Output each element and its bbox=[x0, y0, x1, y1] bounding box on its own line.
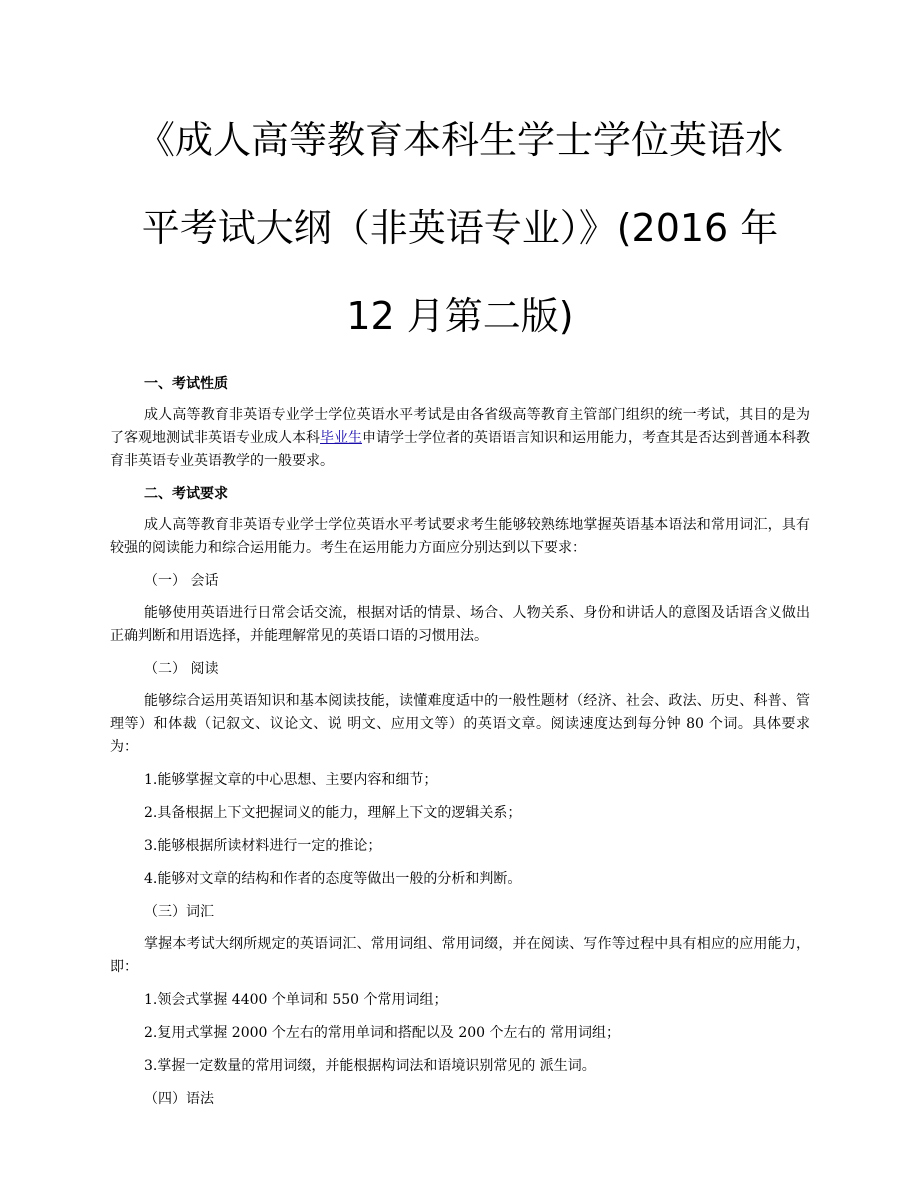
exam-nature-text-end: 申请学士学位者的英语语言知识和运用能力，考查其是否达到普通本科教育非英语专业英语教学的一般要求。 bbox=[110, 430, 810, 469]
vocabulary-requirement-1: 1.领会式掌握 4400 个单词和 550 个常用词组； bbox=[144, 992, 448, 1008]
reading-requirement-4: 4.能够对文章的结构和作者的态度等做出一般的分析和判断。 bbox=[144, 871, 522, 887]
exam-nature-text-start: 成人高等教育非英语专业学士学位英语水平考试是由各省级高等教育主管部门组织的统一考试，其目的是为了客观地测试非英语专业成人本科 bbox=[110, 407, 810, 446]
section-heading-exam-requirements: 二、考试要求 bbox=[144, 486, 228, 502]
section-heading-exam-nature: 一、考试性质 bbox=[144, 376, 228, 392]
document-title bbox=[60, 96, 860, 360]
reading-requirement-2: 2.具备根据上下文把握词义的能力，理解上下文的逻辑关系； bbox=[144, 805, 522, 821]
exam-nature-paragraph bbox=[110, 404, 810, 473]
conversation-paragraph: 能够使用英语进行日常会话交流，根据对话的情景、场合、人物关系、身份和讲话人的意图及话语含义做出正确判断和用语选择，并能理解常见的英语口语的习惯用法。 bbox=[110, 605, 810, 644]
subsection-heading-vocabulary: （三）词汇 bbox=[144, 904, 214, 920]
subsection-heading-reading: （二） 阅读 bbox=[144, 661, 219, 677]
subsection-heading-grammar: （四）语法 bbox=[144, 1091, 214, 1107]
title-line-3: 12 月第二版) bbox=[346, 294, 574, 338]
title-line-2: 平考试大纲（非英语专业）》(2016 年 bbox=[141, 206, 779, 250]
reading-requirement-1: 1.能够掌握文章的中心思想、主要内容和细节； bbox=[144, 772, 438, 788]
subsection-heading-conversation: （一） 会话 bbox=[144, 573, 219, 589]
graduate-link[interactable]: 毕业生 bbox=[320, 430, 362, 446]
reading-paragraph: 能够综合运用英语知识和基本阅读技能，读懂难度适中的一般性题材（经济、社会、政法、历史、科普、管理等）和体裁（记叙文、议论文、说 明文、应用文等）的英语文章。阅读速度达到每分钟 80 个词。具体要求为： bbox=[110, 693, 810, 755]
title-line-1: 《成人高等教育本科生学士学位英语水 bbox=[136, 118, 783, 162]
exam-requirements-paragraph: 成人高等教育非英语专业学士学位英语水平考试要求考生能够较熟练地掌握英语基本语法和常用词汇，具有较强的阅读能力和综合运用能力。考生在运用能力方面应分别达到以下要求： bbox=[110, 517, 810, 556]
document-body bbox=[110, 372, 810, 1111]
vocabulary-paragraph: 掌握本考试大纲所规定的英语词汇、常用词组、常用词缀，并在阅读、写作等过程中具有相应的应用能力，即： bbox=[110, 936, 810, 975]
vocabulary-requirement-3: 3.掌握一定数量的常用词缀，并能根据构词法和语境识别常见的 派生词。 bbox=[144, 1058, 596, 1074]
vocabulary-requirement-2: 2.复用式掌握 2000 个左右的常用单词和搭配以及 200 个左右的 常用词组； bbox=[144, 1025, 620, 1041]
reading-requirement-3: 3.能够根据所读材料进行一定的推论； bbox=[144, 838, 382, 854]
